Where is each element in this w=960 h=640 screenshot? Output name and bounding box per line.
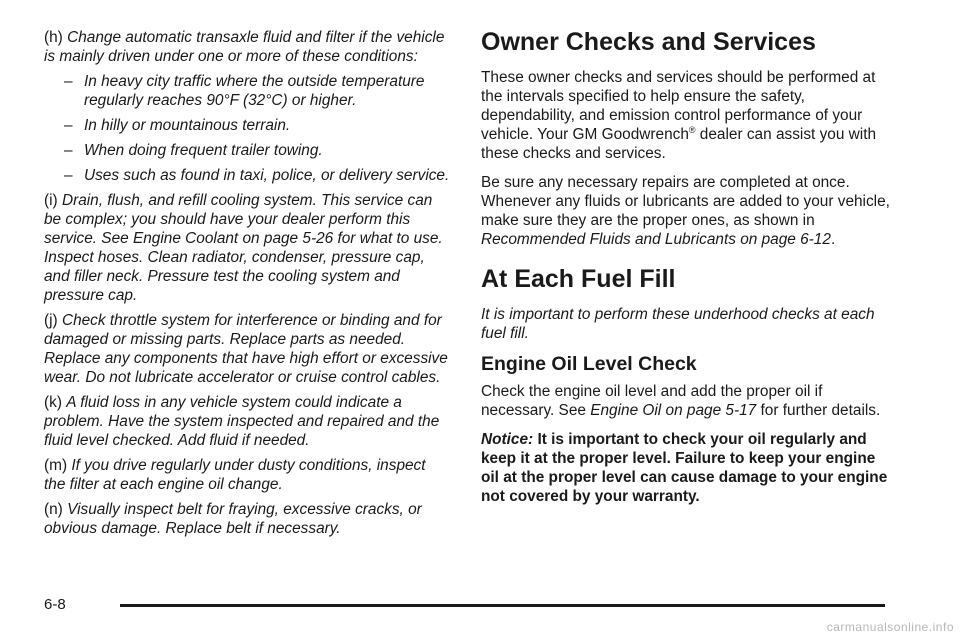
left-column [44,28,450,544]
page-number: 6-8 [44,596,66,613]
heading-owner-checks: Owner Checks and Services [481,28,816,56]
h-condition-4: – Uses such as found in taxi, police, or delivery service. [64,167,450,184]
item-n: (n) Visually inspect belt for fraying, excessive cracks, or obvious damage. Replace belt if necessary. [44,501,422,537]
h-condition-1: – In heavy city traffic where the outside temperature regularly reaches 90°F (32°C) or higher. [64,73,425,109]
oil-level-paragraph: Check the engine oil level and add the proper oil if necessary. See Engine Oil on page 5-17 for further details. [481,383,881,419]
item-m: (m) If you drive regularly under dusty conditions, inspect the filter at each engine oil change. [44,457,426,493]
notice [481,430,896,506]
item-i: (i) Drain, flush, and refill cooling system. This service can be complex; you should have your dealer perform this service. See Engine Coolant on page 5-26 for what to use. Inspect hoses. Clean radiator, condenser, pressure cap, and filler neck. Pressure test the cooling system and pressure cap. [44,192,443,304]
notice-text: It is important to check your oil regularly and keep it at the proper level. Failure to keep your engine oil at the proper level can cause damage to your engine not covered by your warranty. [481,431,888,505]
heading-oil-level: Engine Oil Level Check [481,353,697,375]
fluids-reference: Recommended Fluids and Lubricants on page 6-12 [481,231,831,248]
repairs-paragraph: Be sure any necessary repairs are completed at once. Whenever any fluids or lubricants are added to your vehicle, make sure they are the proper ones, as shown in Recommended Fluids and Lubricants on page 6-12. [481,174,890,248]
footer-rule [120,604,885,607]
heading-fuel-fill: At Each Fuel Fill [481,265,676,293]
item-h: (h) Change automatic transaxle fluid and filter if the vehicle is mainly driven under one or more of these conditions: [44,29,445,65]
right-column [481,28,896,516]
notice-label: Notice: [481,431,534,448]
fuel-fill-paragraph: It is important to perform these underhood checks at each fuel fill. [481,306,875,342]
item-k: (k) A fluid loss in any vehicle system could indicate a problem. Have the system inspected and repaired and the fluid level checked. Add fluid if needed. [44,394,440,449]
owner-checks-paragraph: These owner checks and services should be performed at the intervals specified to help ensure the safety, dependability, and emission control performance of your vehicle. Your GM Goodwrench® dealer can assist you with these checks and services. [481,69,877,162]
registered-mark: ® [688,124,696,135]
item-j: (j) Check throttle system for interference or binding and for damaged or missing parts. Replace parts as needed. Replace any components that have high effort or excessive wear. Do not lubricate accelerator or cruise control cables. [44,312,448,386]
engine-oil-reference: Engine Oil on page 5-17 [590,402,757,419]
h-condition-2: – In hilly or mountainous terrain. [64,117,291,134]
watermark: carmanualsonline.info [826,620,954,634]
h-condition-3: – When doing frequent trailer towing. [64,142,323,159]
